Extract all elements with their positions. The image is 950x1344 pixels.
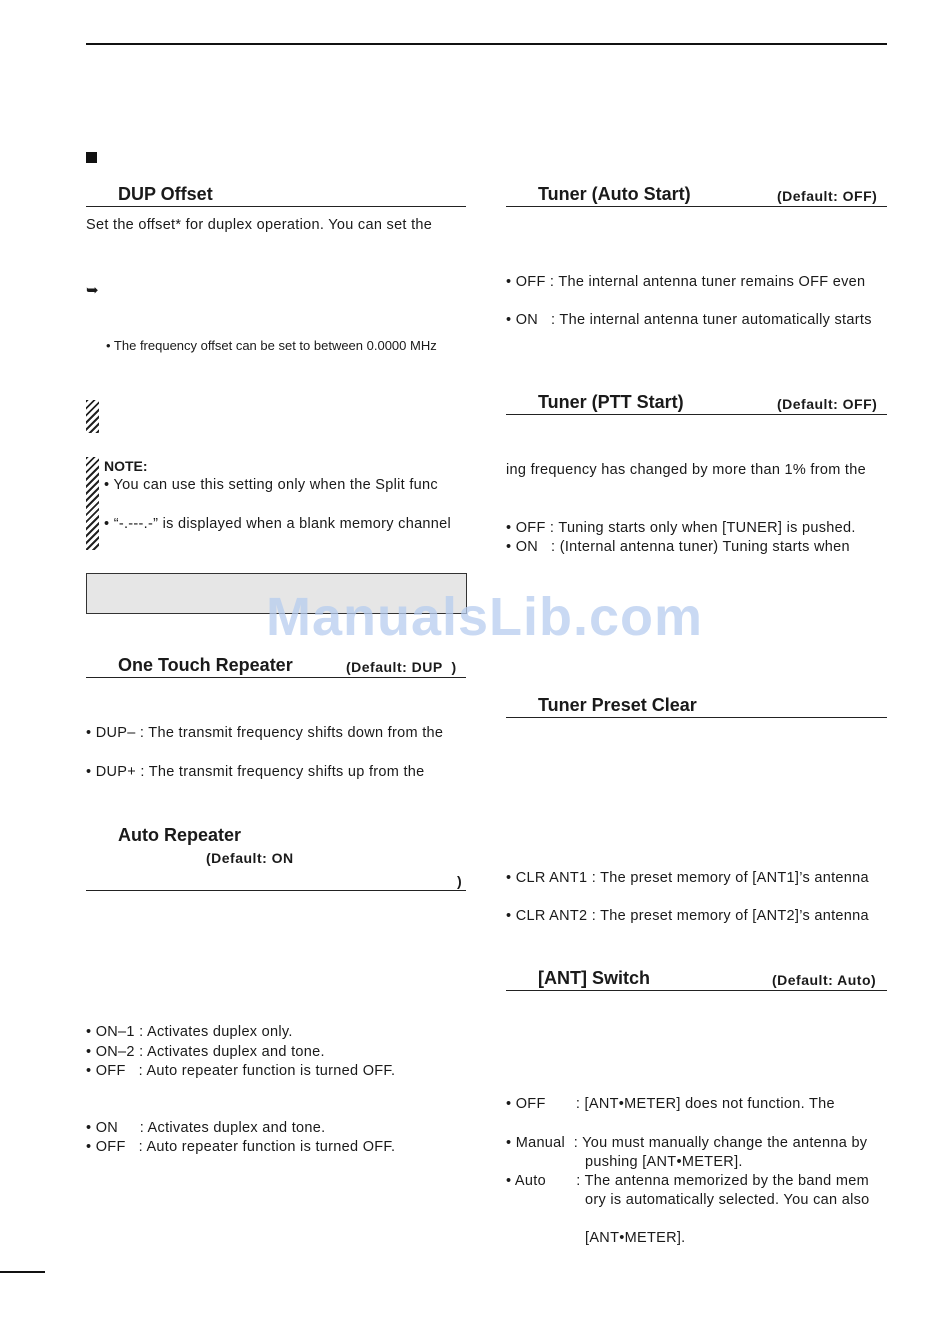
on-option: • ON : Activates duplex and tone. <box>86 1120 326 1136</box>
dup-offset-heading: DUP Offset <box>118 184 213 204</box>
tuner-auto-on: • ON : The internal antenna tuner automatically starts <box>506 312 872 328</box>
note-split: • You can use this setting only when the Split func <box>104 477 438 493</box>
dup-offset-text: Set the offset* for duplex operation. You can set the <box>86 217 433 233</box>
clr-ant1-option: • CLR ANT1 : The preset memory of [ANT1]’s antenna <box>506 870 869 886</box>
on1-option: • ON–1 : Activates duplex only. <box>86 1024 293 1040</box>
ant-switch-default: (Default: Auto) <box>772 972 877 988</box>
dup-offset-rule <box>86 206 466 207</box>
ant-switch-manual-cont: pushing [ANT•METER]. <box>585 1154 743 1170</box>
auto-repeater-heading: Auto Repeater <box>118 825 242 845</box>
ant-switch-manual: • Manual : You must manually change the antenna by <box>506 1135 868 1151</box>
tuner-ptt-rule <box>506 414 887 415</box>
clr-ant2-option: • CLR ANT2 : The preset memory of [ANT2]’s antenna <box>506 908 869 924</box>
dup-minus-option: • DUP– : The transmit frequency shifts down from the <box>86 725 444 741</box>
ant-switch-rule <box>506 990 887 991</box>
top-rule <box>86 43 887 45</box>
ant-switch-heading: [ANT] Switch <box>538 968 650 988</box>
tuner-preset-rule <box>506 717 887 718</box>
watermark-text: ManualsLib.com <box>266 587 704 647</box>
tuner-ptt-heading: Tuner (PTT Start) <box>538 392 684 412</box>
tuner-ptt-default: (Default: OFF) <box>777 396 878 412</box>
off-option: • OFF : Auto repeater function is turned OFF. <box>86 1063 396 1079</box>
tuner-ptt-off: • OFF : Tuning starts only when [TUNER] is pushed. <box>506 520 856 536</box>
tuner-ptt-on: • ON : (Internal antenna tuner) Tuning starts when <box>506 539 850 555</box>
tuner-auto-off: • OFF : The internal antenna tuner remains OFF even <box>506 274 866 290</box>
tuner-preset-heading: Tuner Preset Clear <box>538 695 697 715</box>
one-touch-default: (Default: DUP ) <box>346 659 457 675</box>
ant-switch-off: • OFF : [ANT•METER] does not function. The <box>506 1096 835 1112</box>
one-touch-rule <box>86 677 466 678</box>
auto-repeater-default: (Default: ON <box>206 850 294 866</box>
ant-switch-auto-cont2: [ANT•METER]. <box>585 1230 686 1246</box>
tuner-ptt-text: ing frequency has changed by more than 1% from the <box>506 462 866 478</box>
bottom-rule <box>0 1271 45 1273</box>
dup-plus-option: • DUP+ : The transmit frequency shifts up from the <box>86 764 425 780</box>
arrow-icon: ➥ <box>86 282 99 299</box>
on2-option: • ON–2 : Activates duplex and tone. <box>86 1044 325 1060</box>
note-blank-channel: • “-.---.-” is displayed when a blank memory channel <box>104 516 452 532</box>
note-label: NOTE: <box>104 458 148 474</box>
tuner-auto-heading: Tuner (Auto Start) <box>538 184 691 204</box>
ant-switch-auto-cont: ory is automatically selected. You can also <box>585 1192 870 1208</box>
auto-repeater-rule <box>86 890 466 891</box>
section-bullet-square <box>86 152 97 163</box>
auto-repeater-paren: ) <box>457 873 463 889</box>
caution-hatch-icon <box>86 400 99 433</box>
note-hatch-icon <box>86 457 99 550</box>
off-option-2: • OFF : Auto repeater function is turned OFF. <box>86 1139 396 1155</box>
dup-offset-range-note: • The frequency offset can be set to between 0.0000 MHz <box>106 338 437 353</box>
tuner-auto-rule <box>506 206 887 207</box>
one-touch-heading: One Touch Repeater <box>118 655 293 675</box>
tuner-auto-default: (Default: OFF) <box>777 188 878 204</box>
ant-switch-auto: • Auto : The antenna memorized by the band mem <box>506 1173 869 1189</box>
